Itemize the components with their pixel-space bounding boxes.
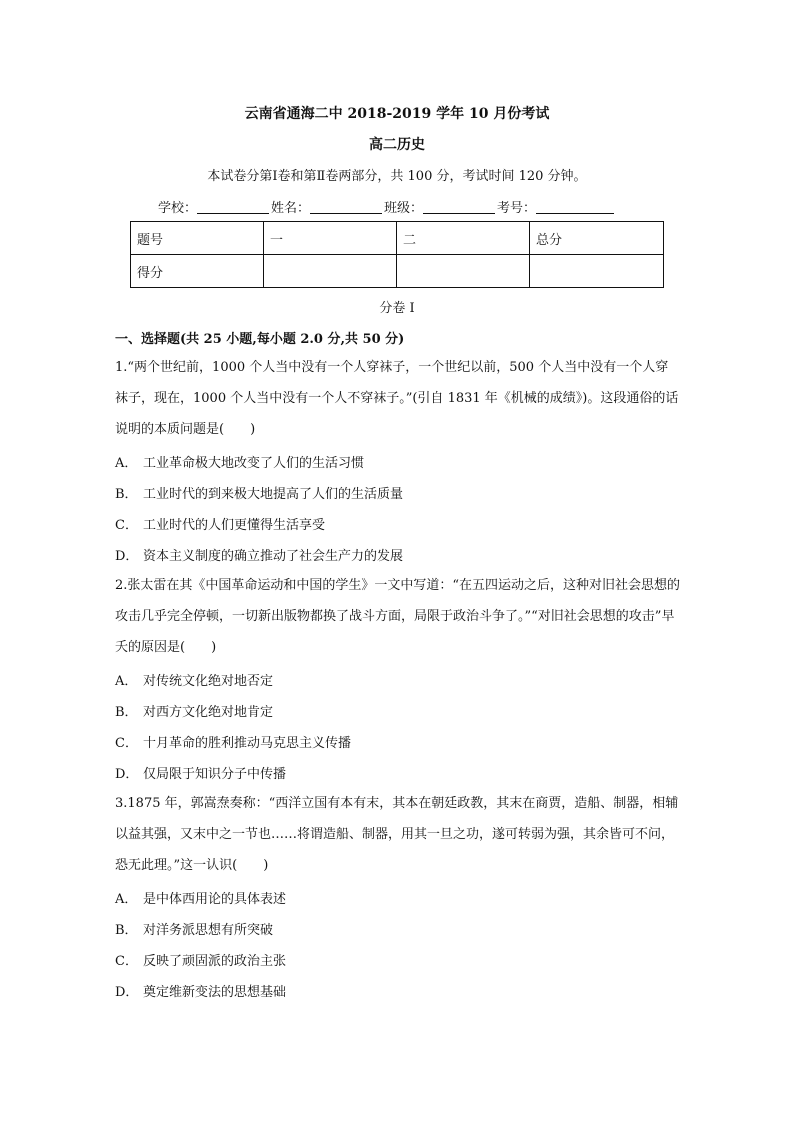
school-blank[interactable] xyxy=(197,200,269,214)
option[interactable]: C． 十月革命的胜利推动马克思主义传播 xyxy=(115,736,352,751)
option[interactable]: C． 反映了顽固派的政治主张 xyxy=(115,954,287,969)
option[interactable]: A． 是中体西用论的具体表述 xyxy=(115,892,287,907)
table-cell: 题号 xyxy=(131,222,264,255)
score-cell[interactable] xyxy=(397,255,530,288)
option[interactable]: A． 对传统文化绝对地否定 xyxy=(115,674,274,689)
table-cell: 一 xyxy=(264,222,397,255)
exam-no-blank[interactable] xyxy=(536,200,614,214)
exam-title: 云南省通海二中 2018-2019 学年 10 月份考试 xyxy=(244,106,550,122)
class-blank[interactable] xyxy=(423,200,495,214)
class-label: 班级： xyxy=(384,201,424,216)
question-stem: 2.张太雷在其《中国革命运动和中国的学生》一文中写道：“在五四运动之后，这种对旧社会思想的攻击几乎完全停顿，一切新出版物都换了战斗方面，局限于政治斗争了。”“对旧社会思想的攻击”早夭的原因是( ) xyxy=(115,578,681,655)
option[interactable]: D． 资本主义制度的确立推动了社会生产力的发展 xyxy=(115,549,404,564)
option[interactable]: C． 工业时代的人们更懂得生活享受 xyxy=(115,518,326,533)
table-row xyxy=(131,255,664,288)
option[interactable]: B． 对西方文化绝对地肯定 xyxy=(115,705,274,720)
exam-note: 本试卷分第Ⅰ卷和第Ⅱ卷两部分，共 100 分，考试时间 120 分钟。 xyxy=(207,169,587,184)
student-info-line xyxy=(158,197,616,216)
section-label: 分卷 I xyxy=(379,301,415,316)
option[interactable]: A． 工业革命极大地改变了人们的生活习惯 xyxy=(115,456,365,471)
name-blank[interactable] xyxy=(310,200,382,214)
question-stem: 3.1875 年，郭嵩焘奏称：“西洋立国有本有末，其本在朝廷政教，其末在商贾，造船、制器，相辅以益其强，又末中之一节也……将谓造船、制器，用其一旦之功，遂可转弱为强，其余皆可不问，恐无此理。”这一认识( ) xyxy=(115,796,679,873)
option[interactable]: D． 奠定维新变法的思想基础 xyxy=(115,985,287,1000)
exam-subject: 高二历史 xyxy=(369,137,425,153)
school-label: 学校： xyxy=(158,201,198,216)
score-cell[interactable] xyxy=(264,255,397,288)
table-cell: 得分 xyxy=(131,255,264,288)
option[interactable]: B． 工业时代的到来极大地提高了人们的生活质量 xyxy=(115,487,404,502)
option[interactable]: D． 仅局限于知识分子中传播 xyxy=(115,767,287,782)
table-cell: 二 xyxy=(397,222,530,255)
exam-no-label: 考号： xyxy=(497,201,537,216)
option[interactable]: B． 对洋务派思想有所突破 xyxy=(115,923,274,938)
table-row xyxy=(131,222,664,255)
name-label: 姓名： xyxy=(271,201,311,216)
table-cell: 总分 xyxy=(530,222,664,255)
score-table xyxy=(130,221,664,288)
score-cell[interactable] xyxy=(530,255,664,288)
section-heading: 一、选择题(共 25 小题,每小题 2.0 分,共 50 分) xyxy=(115,332,405,347)
question-stem: 1.“两个世纪前，1000 个人当中没有一个人穿袜子，一个世纪以前，500 个人当中没有一个人穿袜子，现在，1000 个人当中没有一个人不穿袜子。”(引自 1831 年《机械的成绩》)。这段通俗的话说明的本质问题是( ) xyxy=(115,360,679,437)
